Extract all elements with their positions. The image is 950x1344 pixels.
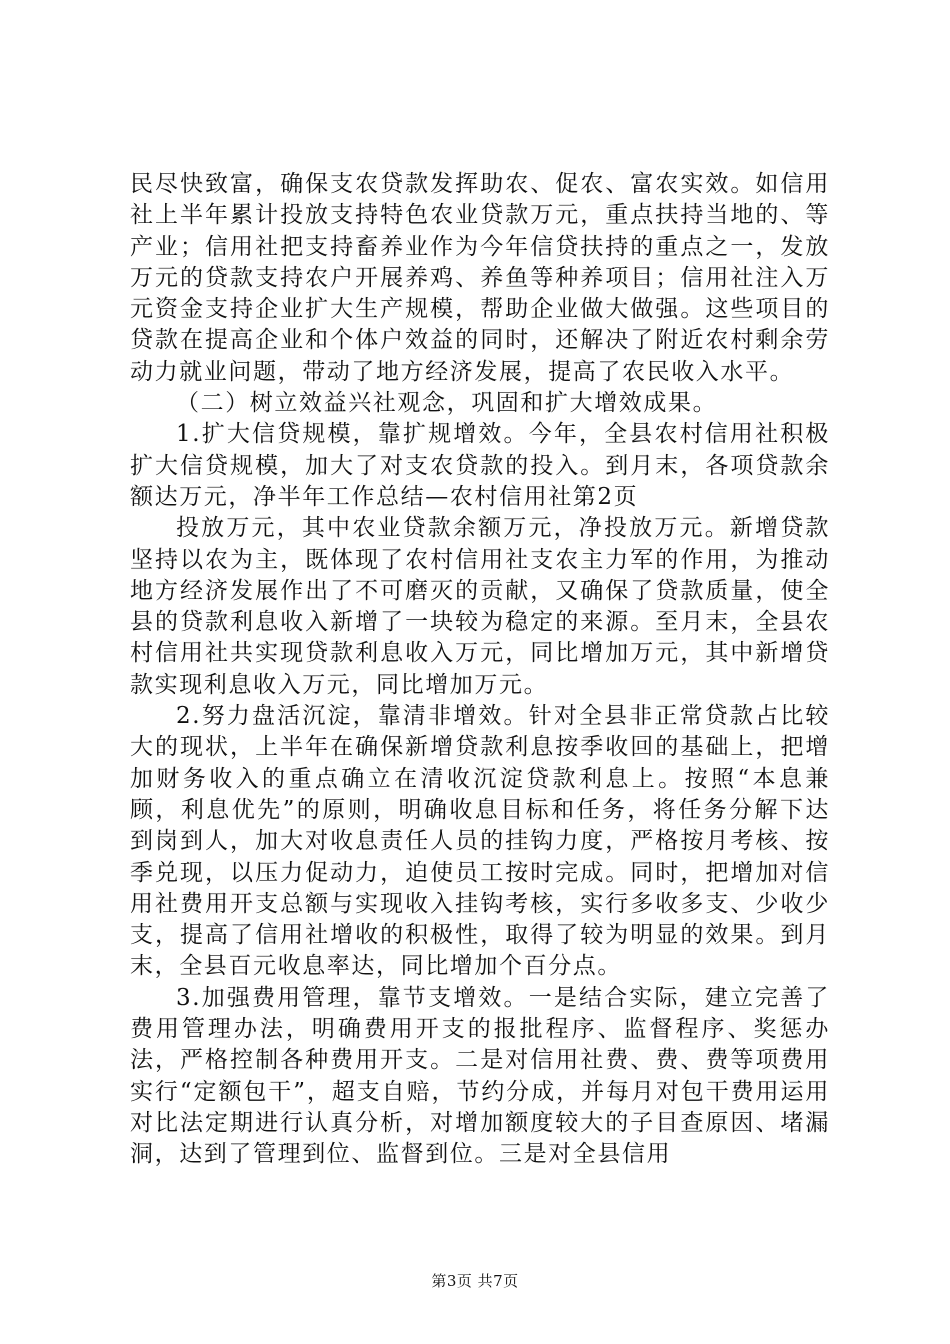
page-footer: 第3页 共7页: [431, 1272, 519, 1290]
paragraph-5: 2.努力盘活沉淀，靠清非增效。针对全县非正常贷款占比较大的现状，上半年在确保新增贷款利息按季收回的基础上，把增加财务收入的重点确立在清收沉淀贷款利息上。按照“本息兼顾，利息优先”的原则，明确收息目标和任务，将任务分解下达到岗到人，加大对收息责任人员的挂钩力度，严格按月考核、按季兑现，以压力促动力，迫使员工按时完成。同时，把增加对信用社费用开支总额与实现收入挂钩考核，实行多收多支、少收少支，提高了信用社增收的积极性，取得了较为明显的效果。到月末，全县百元收息率达，同比增加个百分点。: [130, 703, 830, 980]
paragraph-1: 民尽快致富，确保支农贷款发挥助农、促农、富农实效。如信用社上半年累计投放支持特色农业贷款万元，重点扶持当地的、等产业；信用社把支持畜养业作为今年信贷扶持的重点之一，发放万元的贷款支持农户开展养鸡、养鱼等种养项目；信用社注入万元资金支持企业扩大生产规模，帮助企业做大做强。这些项目的贷款在提高企业和个体户效益的同时，还解决了附近农村剩余劳动力就业问题，带动了地方经济发展，提高了农民收入水平。: [130, 171, 830, 385]
paragraph-2-heading: （二）树立效益兴社观念，巩固和扩大增效成果。: [176, 390, 718, 417]
document-body: [130, 169, 830, 1171]
paragraph-4: 投放万元，其中农业贷款余额万元，净投放万元。新增贷款坚持以农为主，既体现了农村信用社支农主力军的作用，为推动地方经济发展作出了不可磨灭的贡献，又确保了贷款质量，使全县的贷款利息收入新增了一块较为稳定的来源。至月末，全县农村信用社共实现贷款利息收入万元，同比增加万元，其中新增贷款实现利息收入万元，同比增加万元。: [130, 515, 830, 698]
paragraph-6: 3.加强费用管理，靠节支增效。一是结合实际，建立完善了费用管理办法，明确费用开支的报批程序、监督程序、奖惩办法，严格控制各种费用开支。二是对信用社费、费、费等项费用实行“定额包干”，超支自赔，节约分成，并每月对包干费用运用对比法定期进行认真分析，对增加额度较大的子目查原因、堵漏洞，达到了管理到位、监督到位。三是对全县信用: [130, 984, 830, 1168]
paragraph-3: 1.扩大信贷规模，靠扩规增效。今年，全县农村信用社积极扩大信贷规模，加大了对支农贷款的投入。到月末，各项贷款余额达万元，净半年工作总结—农村信用社第2页: [130, 421, 830, 510]
